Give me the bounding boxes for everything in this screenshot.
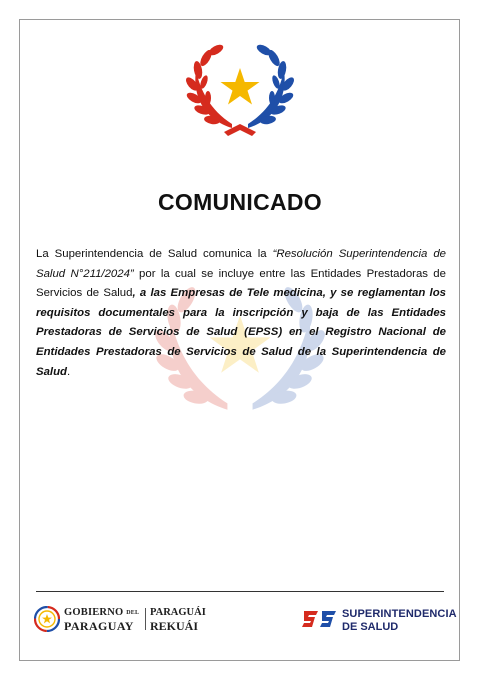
government-logo: [34, 604, 224, 634]
government-line-1: [64, 607, 139, 618]
body-paragraph: [36, 245, 446, 382]
superintendencia-logo-icon: [302, 607, 338, 631]
government-article: DEL: [126, 610, 140, 616]
body-text-segment: por la cual se incluye entre las Entidades Prestadoras de Servicios de Salud: [36, 267, 446, 300]
superintendencia-logo: [302, 605, 457, 635]
government-seal-icon: [34, 606, 60, 632]
national-emblem-icon: [184, 40, 296, 140]
footer-divider: [36, 591, 444, 592]
government-guarani-line-1: PARAGUÁI: [150, 607, 206, 618]
body-text-segment-bold-italic: , a las Empresas de Tele medicina, y se reglamentan los requisitos documentales para la inscripción y baja de las Entidades Prestadoras de Servicios de Salud (EPSS) en el Registro Nacional de Entidades Prestadoras de Servicios de Salud de la Superintendencia de Salud: [36, 287, 446, 378]
body-text-segment: La Superintendencia de Salud comunica la: [36, 248, 273, 260]
government-separator: [145, 608, 146, 630]
page-title: COMUNICADO: [158, 189, 322, 215]
government-line-2: PARAGUAY: [64, 619, 134, 633]
body-text-segment-italic: “Resolución Superintendencia de Salud N°211/2024”: [36, 248, 446, 280]
government-word: GOBIERNO: [64, 607, 124, 618]
superintendencia-line-1: SUPERINTENDENCIA: [342, 608, 457, 620]
superintendencia-line-2: DE SALUD: [342, 621, 399, 633]
body-text-segment: .: [67, 365, 71, 378]
government-guarani-line-2: REKUÁI: [150, 619, 199, 633]
